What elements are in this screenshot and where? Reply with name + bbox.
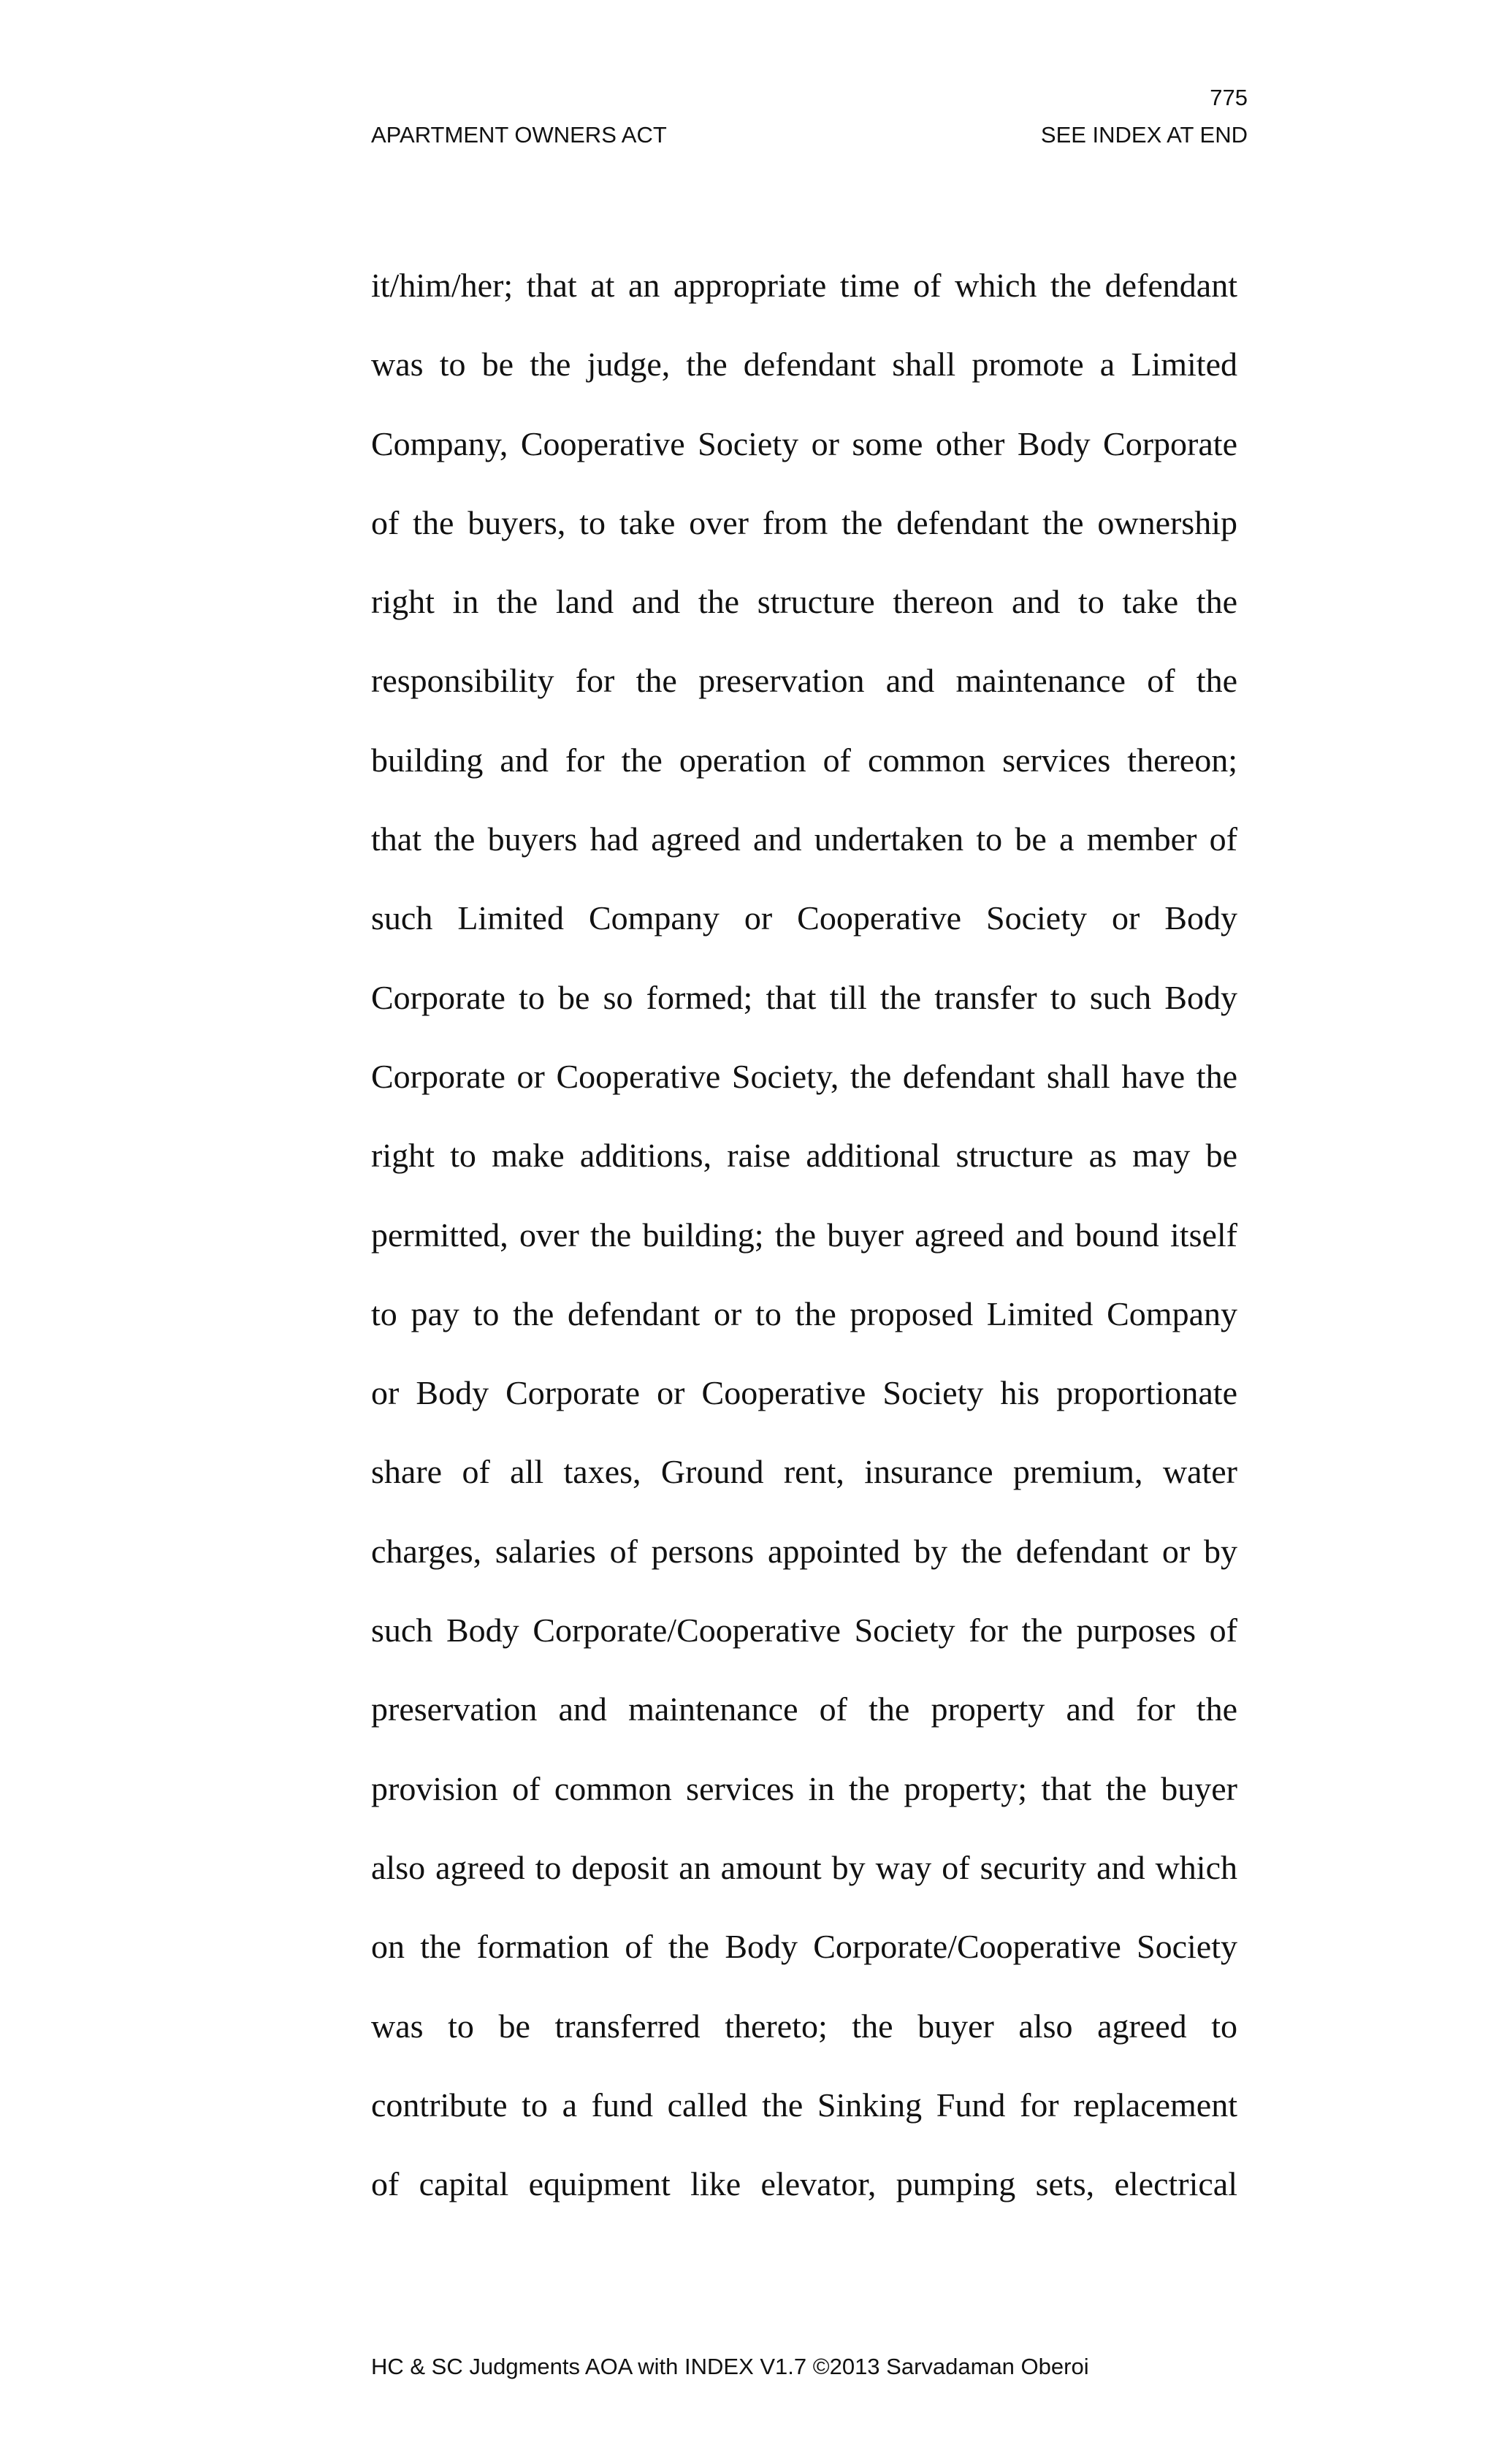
text-line: was to be transferred thereto; the buyer also agreed to xyxy=(371,2007,1237,2045)
text-line: or Body Corporate or Cooperative Society his proportionate xyxy=(371,1374,1237,1412)
header-left-title: APARTMENT OWNERS ACT xyxy=(371,122,667,148)
text-line: of the buyers, to take over from the defendant the ownership xyxy=(371,503,1237,541)
text-line: of capital equipment like elevator, pumping sets, electrical xyxy=(371,2165,1237,2203)
running-header xyxy=(371,123,1248,146)
page-footer: HC & SC Judgments AOA with INDEX V1.7 ©2013 Sarvadaman Oberoi xyxy=(371,2354,1089,2379)
text-line: right in the land and the structure thereon and to take the xyxy=(371,583,1237,621)
text-line: permitted, over the building; the buyer agreed and bound itself xyxy=(371,1216,1237,1254)
text-line: it/him/her; that at an appropriate time of which the defendant xyxy=(371,267,1237,304)
text-line: Company, Cooperative Society or some other Body Corporate xyxy=(371,424,1237,462)
text-line: charges, salaries of persons appointed by the defendant or by xyxy=(371,1532,1237,1570)
text-line: also agreed to deposit an amount by way of security and which xyxy=(371,1848,1237,1886)
text-line: to pay to the defendant or to the proposed Limited Company xyxy=(371,1294,1237,1332)
text-line: preservation and maintenance of the property and for the xyxy=(371,1690,1237,1728)
text-line: provision of common services in the property; that the buyer xyxy=(371,1769,1237,1807)
text-line: Corporate or Cooperative Society, the defendant shall have the xyxy=(371,1057,1237,1095)
text-line: Corporate to be so formed; that till the transfer to such Body xyxy=(371,978,1237,1016)
text-line: right to make additions, raise additional structure as may be xyxy=(371,1137,1237,1175)
text-line: such Limited Company or Cooperative Society or Body xyxy=(371,899,1237,937)
header-right-title: SEE INDEX AT END xyxy=(1040,122,1248,148)
text-line: building and for the operation of common services thereon; xyxy=(371,741,1237,779)
body-text xyxy=(371,262,1237,2239)
text-line: contribute to a fund called the Sinking Fund for replacement xyxy=(371,2086,1237,2124)
page-number: 775 xyxy=(1210,85,1248,110)
text-line: share of all taxes, Ground rent, insurance premium, water xyxy=(371,1453,1237,1491)
text-line: was to be the judge, the defendant shall promote a Limited xyxy=(371,346,1237,384)
text-line: on the formation of the Body Corporate/Cooperative Society xyxy=(371,1928,1237,1966)
text-line: such Body Corporate/Cooperative Society for the purposes of xyxy=(371,1611,1237,1649)
text-line: that the buyers had agreed and undertaken to be a member of xyxy=(371,820,1237,858)
text-line: responsibility for the preservation and maintenance of the xyxy=(371,662,1237,700)
